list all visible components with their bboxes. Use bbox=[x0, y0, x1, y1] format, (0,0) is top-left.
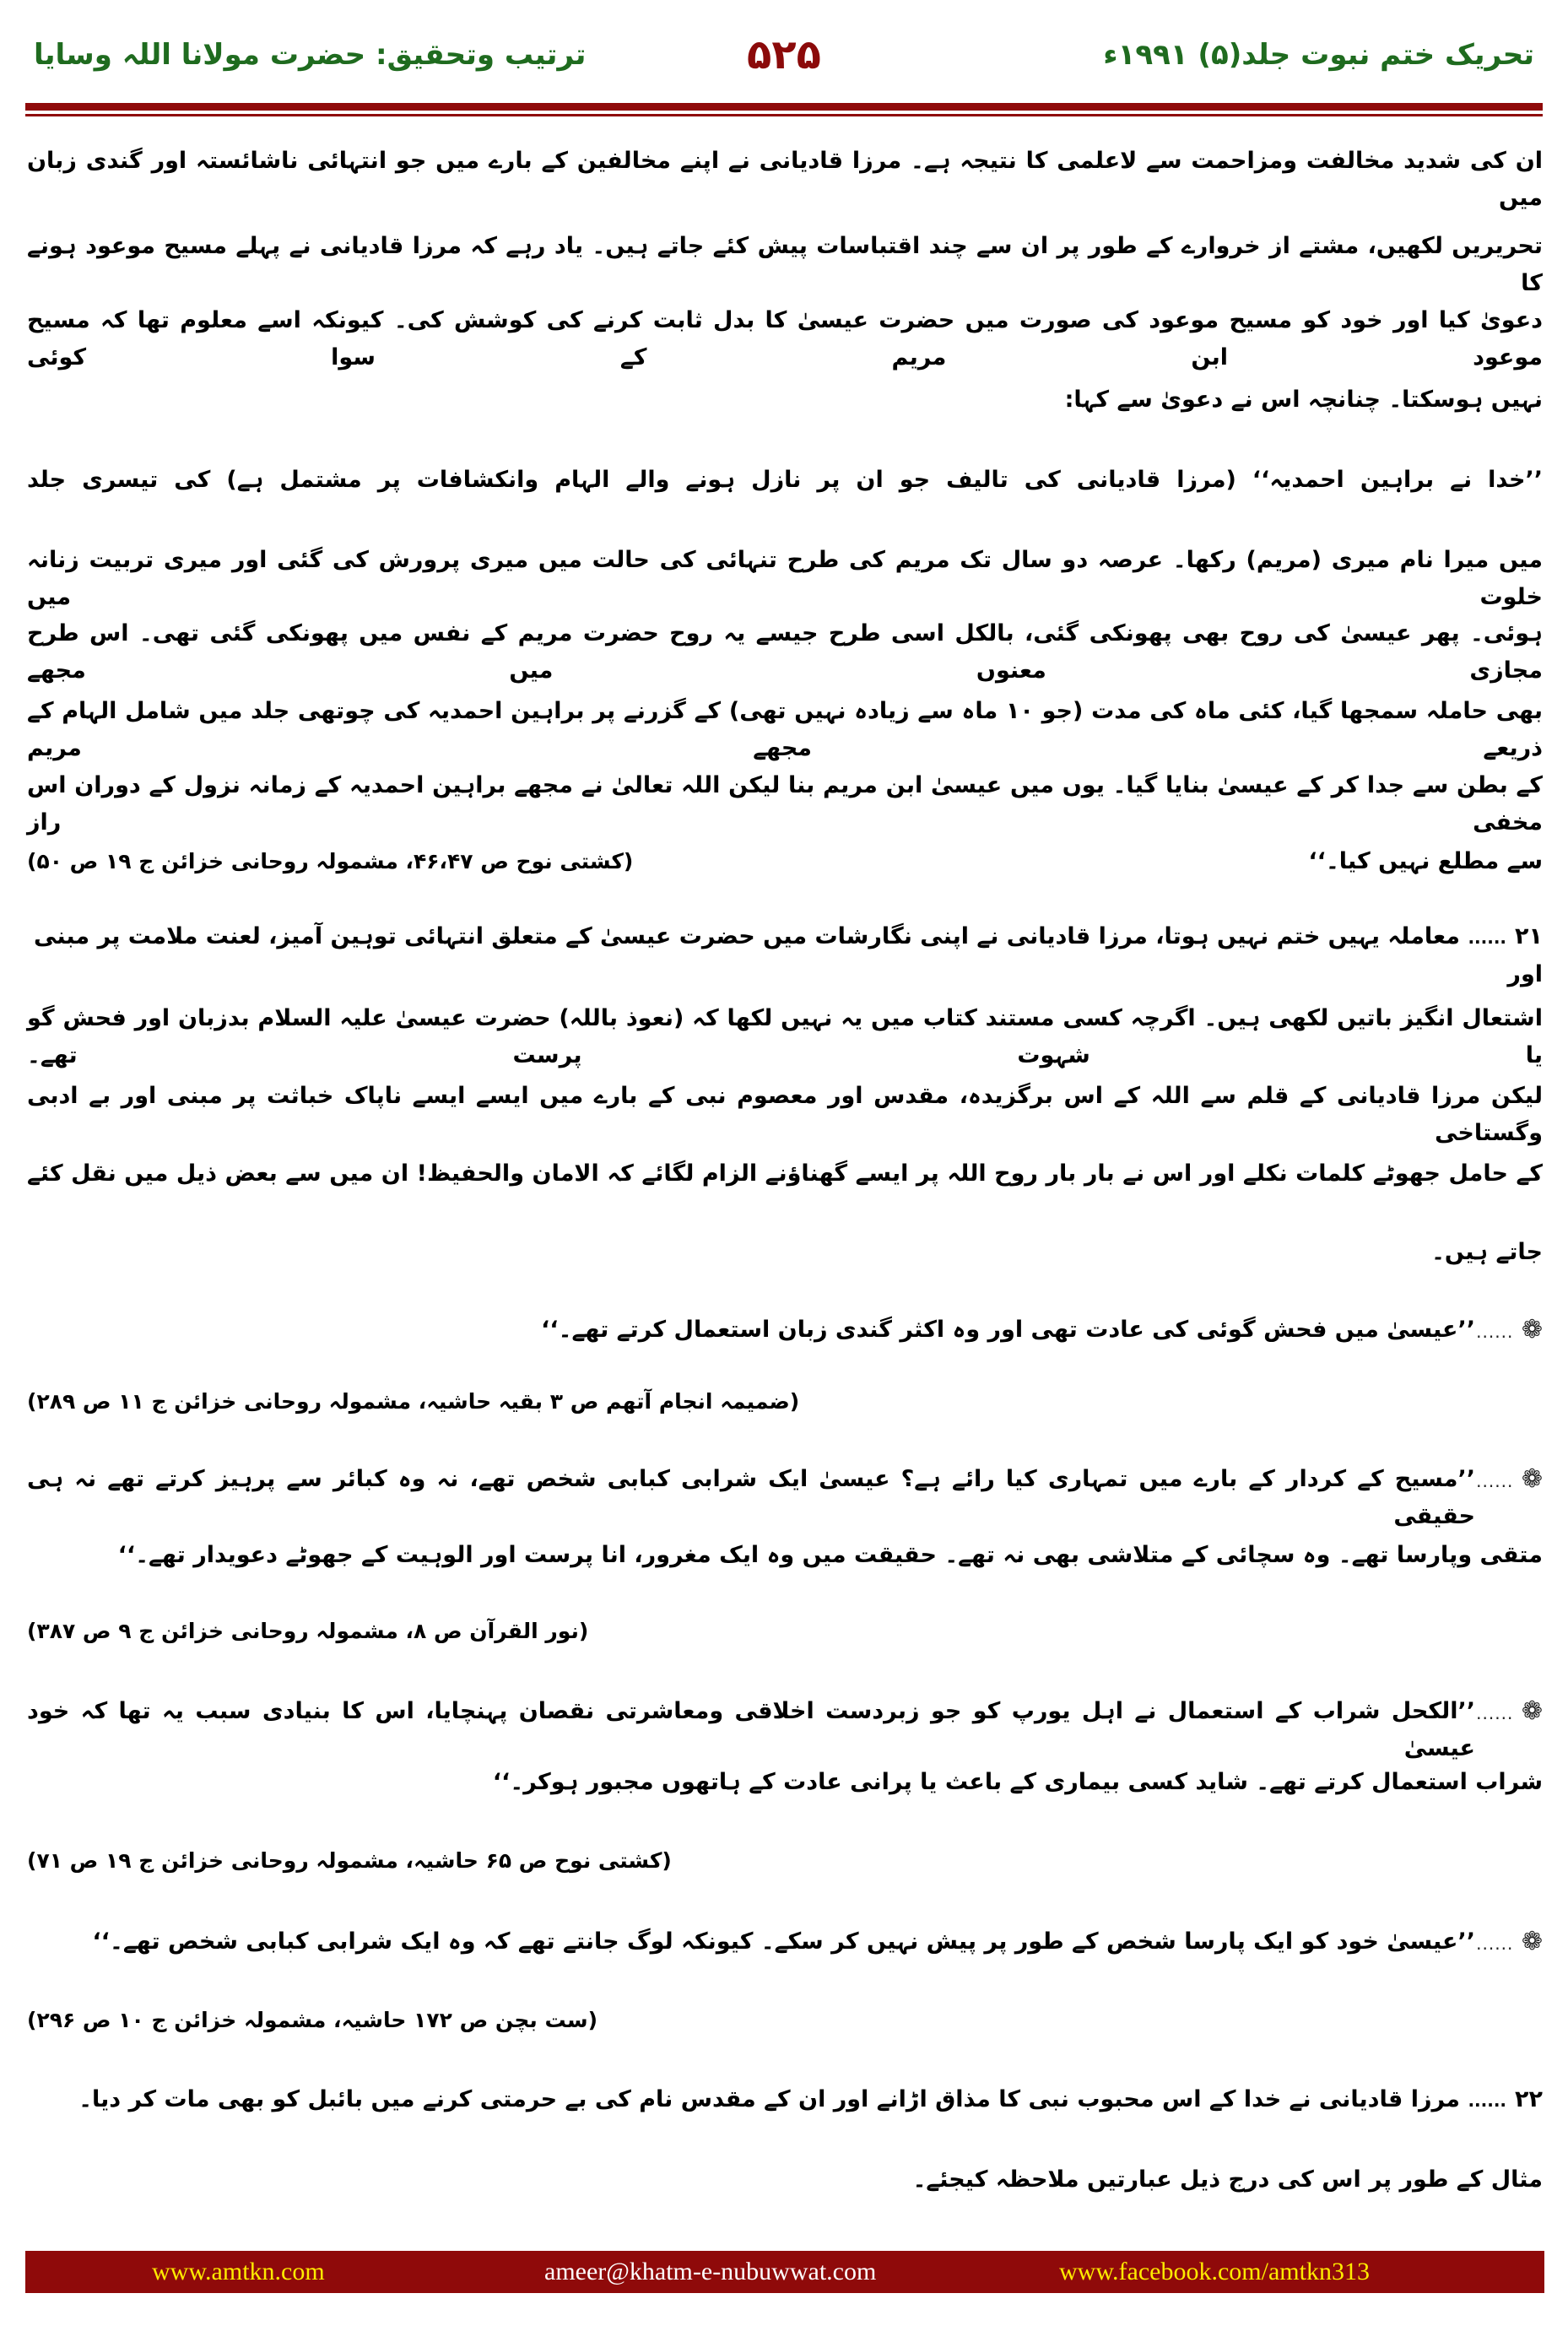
footer-bar bbox=[25, 2251, 1544, 2293]
text-line: اشتعال انگیز باتیں لکھی ہیں۔ اگرچہ کسی مستند کتاب میں یہ نہیں لکھا کہ (نعوذ باللہ) حضرت عیسیٰ علیہ السلام بدزبان اور فحش گو یا شہوت پرست تھے۔ bbox=[27, 1005, 1543, 1068]
leader-dots: ...... bbox=[1468, 2090, 1507, 2111]
leader-dots: ...... bbox=[1476, 1703, 1514, 1723]
item-22-first-line bbox=[27, 2066, 1543, 2119]
page-number: ۵۲۵ bbox=[747, 31, 821, 78]
citation: (ست بچن ص ۱۷۲ حاشیہ، مشمولہ خزائن ج ۱۰ ص ۲۹۶) bbox=[27, 2008, 597, 2032]
flower-bullet-icon: ❁ bbox=[1521, 1464, 1543, 1494]
quote-line: ’’خدا نے براہین احمدیہ‘‘ (مرزا قادیانی کی تالیف جو ان پر نازل ہونے والے الہام وانکشافات پر مشتمل ہے) کی تیسری جلد bbox=[27, 467, 1543, 493]
quote-line: کے بطن سے جدا کر کے عیسیٰ بنایا گیا۔ یوں میں عیسیٰ ابن مریم بنا لیکن اللہ تعالیٰ نے مجھے براہین احمدیہ کے زمانہ نزول کے دوران اس مخفی راز bbox=[27, 772, 1543, 836]
quote-line: ’’مسیح کے کردار کے بارے میں تمہاری کیا رائے ہے؟ عیسیٰ ایک شرابی کبابی شخص تھے، نہ وہ کبائر سے پرہیز کرتے تھے نہ ہی حقیقی bbox=[27, 1466, 1475, 1529]
item-21-first-line bbox=[27, 903, 1543, 993]
book-title: تحریک ختم نبوت جلد(۵) ۱۹۹۱ء bbox=[1103, 38, 1534, 72]
text-line: مثال کے طور پر اس کی درج ذیل عبارتیں ملاحظہ کیجئے۔ bbox=[912, 2166, 1543, 2193]
text-line: معاملہ یہیں ختم نہیں ہوتا، مرزا قادیانی نے اپنی نگارشات میں حضرت عیسیٰ کے متعلق انتہائی توہین آمیز، لعنت ملامت پر مبنی اور bbox=[34, 923, 1543, 987]
leader-dots: ...... bbox=[1476, 1934, 1514, 1954]
header-rule-thick bbox=[25, 103, 1543, 111]
website-link[interactable]: www.amtkn.com bbox=[152, 2258, 325, 2285]
text-line: مرزا قادیانی نے خدا کے اس محبوب نبی کا مذاق اڑانے اور ان کے مقدس نام کی بے حرمتی کرنے میں بائبل کو بھی مات کر دیا۔ bbox=[78, 2086, 1461, 2112]
quote-line bbox=[27, 828, 1543, 880]
item-number: ۲۲ bbox=[1515, 2086, 1543, 2112]
flower-bullet-icon: ❁ bbox=[1521, 1696, 1543, 1726]
item-number: ۲۱ bbox=[1515, 923, 1543, 949]
citation: (کشتی نوح ص ۴۶،۴۷، مشمولہ روحانی خزائن ج ۱۹ ص ۵۰) bbox=[27, 849, 634, 874]
header-rule-thin bbox=[25, 114, 1543, 116]
text-line: تحریریں لکھیں، مشتے از خروارے کے طور پر ان سے چند اقتباسات پیش کئے جاتے ہیں۔ یاد رہے کہ مرزا قادیانی نے پہلے مسیح موعود ہونے کا bbox=[27, 233, 1543, 296]
facebook-link[interactable]: www.facebook.com/amtkn313 bbox=[1059, 2258, 1370, 2285]
quote-line: ہوئی۔ پھر عیسیٰ کی روح بھی پھونکی گئی، بالکل اسی طرح جیسے یہ روح حضرت مریم کے نفس میں پھونکی گئی تھی۔ اس طرح مجازی معنوں میں مجھے bbox=[27, 620, 1543, 684]
citation: (کشتی نوح ص ۶۵ حاشیہ، مشمولہ روحانی خزائن ج ۱۹ ص ۷۱) bbox=[27, 1848, 672, 1873]
quote-line: بھی حاملہ سمجھا گیا، کئی ماہ کی مدت (جو ۱۰ ماہ سے زیادہ نہیں تھی) کے گزرنے پر براہین احمدیہ کی چوتھی جلد میں شامل الہام کے ذریعے مجھے مریم bbox=[27, 698, 1543, 761]
text-line: جاتے ہیں۔ bbox=[1431, 1239, 1543, 1265]
quote-line: میں میرا نام میری (مریم) رکھا۔ عرصہ دو سال تک مریم کی طرح تنہائی کی حالت میں میری پرورش کی گئی اور میری تربیت زنانہ خلوت میں bbox=[27, 547, 1543, 610]
compiler-credit: ترتیب وتحقیق: حضرت مولانا اللہ وسایا bbox=[34, 38, 587, 72]
quote-line: ’’عیسیٰ میں فحش گوئی کی عادت تھی اور وہ اکثر گندی زبان استعمال کرتے تھے۔‘‘ bbox=[541, 1317, 1475, 1343]
quote-line: ’’الکحل شراب کے استعمال نے اہل یورپ کو جو زبردست اخلاقی ومعاشرتی نقصان پہنچایا، اس کا بنیادی سبب یہ تھا کہ خود عیسیٰ bbox=[27, 1698, 1475, 1761]
quote-bullet bbox=[1476, 1446, 1543, 1500]
citation: (نور القرآن ص ۸، مشمولہ روحانی خزائن ج ۹ ص ۳۸۷) bbox=[27, 1619, 589, 1643]
quote-bullet bbox=[1476, 1908, 1543, 1962]
quote-line: متقی وپارسا تھے۔ وہ سچائی کے متلاشی بھی نہ تھے۔ حقیقت میں وہ ایک مغرور، انا پرست اور الوہیت کے جھوٹے دعویدار تھے۔‘‘ bbox=[117, 1542, 1543, 1568]
email-link[interactable]: ameer@khatm-e-nubuwwat.com bbox=[544, 2258, 877, 2285]
text-line: ان کی شدید مخالفت ومزاحمت سے لاعلمی کا نتیجہ ہے۔ مرزا قادیانی نے اپنے مخالفین کے بارے میں جو انتہائی ناشائستہ اور گندی زبان میں bbox=[27, 148, 1543, 211]
quote-line: ’’عیسیٰ خود کو ایک پارسا شخص کے طور پر پیش نہیں کر سکے۔ کیونکہ لوگ جانتے تھے کہ وہ ایک شرابی کبابی شخص تھے۔‘‘ bbox=[92, 1928, 1475, 1955]
text-line: کے حامل جھوٹے کلمات نکلے اور اس نے بار بار روح اللہ پر ایسے گھناؤنے الزام لگائے کہ الامان والحفیظ! ان میں سے بعض ذیل میں نقل کئے bbox=[27, 1160, 1543, 1187]
quote-bullet bbox=[1476, 1296, 1543, 1350]
citation: (ضمیمہ انجام آتھم ص ۳ بقیہ حاشیہ، مشمولہ روحانی خزائن ج ۱۱ ص ۲۸۹) bbox=[27, 1389, 800, 1414]
text-line: دعویٰ کیا اور خود کو مسیح موعود کی صورت میں حضرت عیسیٰ کا بدل ثابت کرنے کی کوشش کی۔ کیونکہ اسے معلوم تھا کہ مسیح موعود ابن مریم کے سوا کوئی bbox=[27, 307, 1543, 371]
flower-bullet-icon: ❁ bbox=[1521, 1927, 1543, 1956]
leader-dots: ...... bbox=[1468, 928, 1507, 948]
flower-bullet-icon: ❁ bbox=[1521, 1315, 1543, 1344]
text-line: نہیں ہوسکتا۔ چنانچہ اس نے دعویٰ سے کہا: bbox=[1064, 387, 1543, 413]
leader-dots: ...... bbox=[1476, 1322, 1514, 1342]
quote-end: سے مطلع نہیں کیا۔‘‘ bbox=[1308, 848, 1543, 874]
leader-dots: ...... bbox=[1476, 1471, 1514, 1491]
text-line: لیکن مرزا قادیانی کے قلم سے اللہ کے اس برگزیدہ، مقدس اور معصوم نبی کے بارے میں ایسے ایسے ناپاک خباثت پر مبنی اور بے ادبی وگستاخی bbox=[27, 1083, 1543, 1146]
quote-line: شراب استعمال کرتے تھے۔ شاید کسی بیماری کے باعث یا پرانی عادت کے ہاتھوں مجبور ہوکر۔‘‘ bbox=[492, 1769, 1543, 1795]
quote-bullet bbox=[1476, 1678, 1543, 1732]
